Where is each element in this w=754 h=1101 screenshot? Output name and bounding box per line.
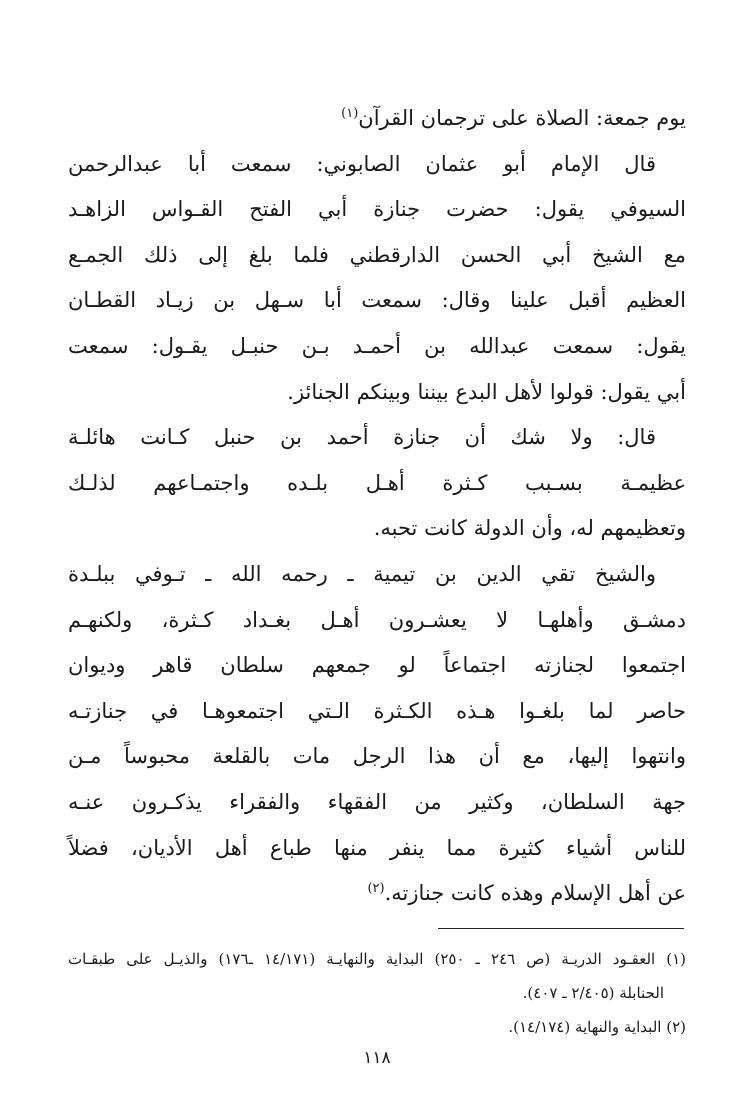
page-number: ١١٨ (363, 1048, 391, 1068)
text-line: حاصر لما بلغـوا هـذه الكـثرة الـتي اجتمعوهـا في جنازتـه (68, 698, 686, 723)
text-line: أبي يقول: قولوا لأهل البدع بيننا وبينكم الجنائز. (287, 379, 686, 404)
text-line: وانتهوا إليها، مع أن هذا الرجل مات بالقلعة محبوساً مـن (68, 744, 686, 769)
text-line: للناس أشياء كثيرة مما ينفر منها طباع أهل الأديان، فضلاً (68, 835, 686, 860)
text-line: اجتمعوا لجنازته اجتماعاً لو جمعهم سلطان قاهر وديوان (68, 653, 686, 678)
footnote-reference: (١) (341, 106, 359, 121)
text-line: وتعظيمهم له، وأن الدولة كانت تحبه. (373, 516, 686, 541)
footnote-line: (١) العقـود الدريـة (ص ٢٤٦ ـ ٢٥٠) البداية والنهايـة (١٤/١٧١ ـ١٧٦) والذيـل على طبقـات (68, 950, 687, 968)
footnotes (68, 942, 686, 1044)
text-line: يقول: سمعت عبدالله بن أحمـد بـن حنبـل يقـول: سمعت (68, 333, 686, 358)
text-line: جهة السلطان، وكثير من الفقهاء والفقراء يذكـرون عنـه (68, 789, 686, 814)
text-line: العظيم أقبل علينا وقال: سمعت أبا سـهل بن زيـاد القطـان (68, 288, 686, 313)
text-line: مع الشيخ أبي الحسن الدارقطني فلما بلغ إلى ذلك الجمـع (68, 242, 686, 267)
text-line: قال: ولا شك أن جنازة أحمد بن حنبل كـانت هائلـة (68, 425, 656, 450)
footnote-line: (٢) البداية والنهاية (١٤/١٧٤). (508, 1018, 686, 1036)
text-line: دمشـق وأهلهـا لا يعشـرون أهـل بغـداد كـثرة، ولكنهـم (68, 607, 686, 632)
footnote-divider (438, 928, 684, 929)
text-line: السيوفي يقول: حضرت جنازة أبي الفتح القـواس الزاهـد (68, 197, 686, 222)
main-text (68, 96, 686, 917)
footnote-line: الحنابلة (٢/٤٠٥ ـ ٤٠٧). (522, 984, 664, 1002)
text-line: عظيمـة بسـبب كـثرة أهـل بلـده واجتمـاعهم لذلـك (68, 470, 686, 495)
text-line: والشيخ تقي الدين بن تيمية ـ رحمه الله ـ تـوفي ببلـدة (68, 561, 656, 586)
text-line: يوم جمعة: الصلاة على ترجمان القرآن$^{(١)}$ (341, 106, 686, 130)
text-line: عن أهل الإسلام وهذه كانت جنازته.$^{(٢)}$ (367, 881, 686, 906)
text-line: قال الإمام أبو عثمان الصابوني: سمعت أبا عبدالرحمن (68, 151, 656, 176)
footnote-reference: (٢) (367, 881, 385, 897)
